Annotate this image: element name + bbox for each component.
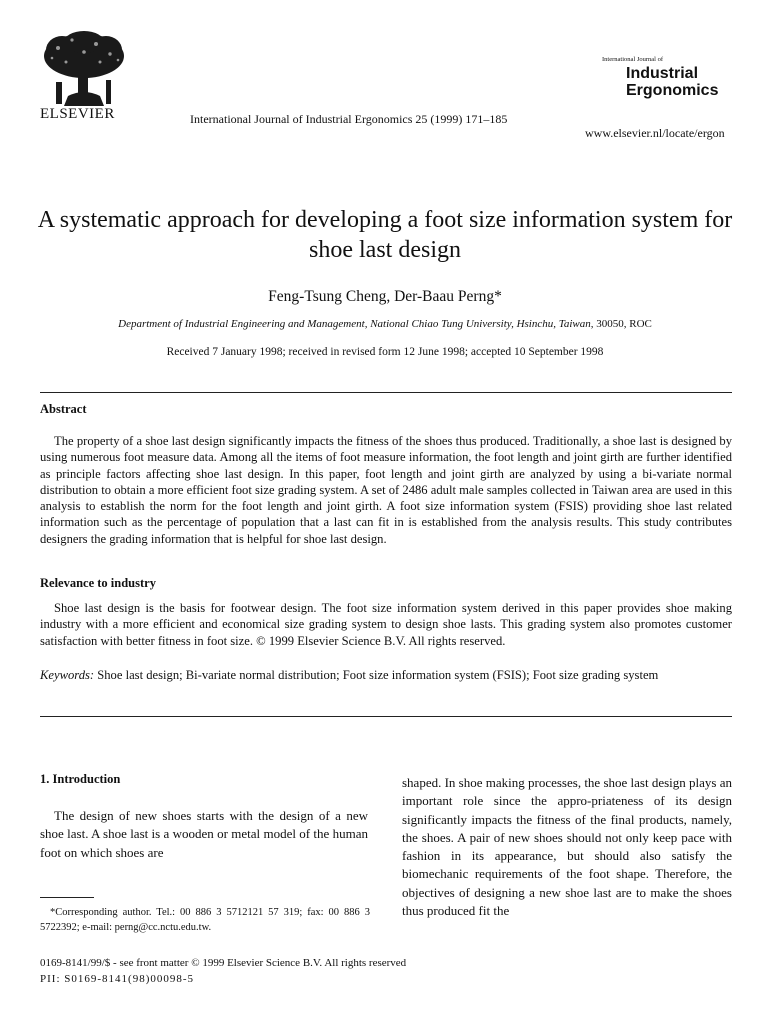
- author-affiliation: [30, 318, 740, 330]
- footnote-rule: [40, 897, 94, 898]
- keywords-label: Keywords:: [40, 668, 95, 682]
- section-heading-introduction: 1. Introduction: [40, 772, 121, 786]
- journal-title-line1: Industrial: [626, 65, 699, 82]
- top-divider: [40, 392, 732, 393]
- publisher-name: ELSEVIER: [40, 106, 115, 122]
- intro-left-column: The design of new shoes starts with the design of a new shoe last. A shoe last is a wooden or metal model of the human foot on which shoes are: [40, 808, 368, 860]
- elsevier-tree-logo: [38, 30, 130, 108]
- keywords-text: Shoe last design; Bi-variate normal distribution; Foot size information system (FSIS); Foot size grading system: [94, 668, 659, 682]
- relevance-body: Shoe last design is the basis for footwear design. The foot size information system derived in this paper provides shoe making industry with a more efficient and economical size grading system to design shoe lasts. This grading system also promotes customer satisfaction with better fitness in foot size. © 1999 Elsevier Science B.V. All rights reserved.: [40, 601, 732, 648]
- keywords: [40, 667, 732, 683]
- relevance-heading: Relevance to industry: [40, 576, 156, 590]
- pii-line: PII: S0169-8141(98)00098-5: [40, 973, 195, 985]
- journal-title-line2: Ergonomics: [626, 82, 719, 99]
- bottom-divider: [40, 716, 732, 717]
- front-matter-line: 0169-8141/99/$ - see front matter © 1999 Elsevier Science B.V. All rights reserved: [40, 957, 407, 969]
- journal-reference: International Journal of Industrial Ergonomics 25 (1999) 171–185: [190, 112, 508, 126]
- journal-url-link[interactable]: www.elsevier.nl/locate/ergon: [585, 126, 725, 140]
- journal-title-prefix: International Journal of: [602, 56, 664, 63]
- corresponding-author-footnote: *Corresponding author. Tel.: 00 886 3 5712121 57 319; fax: 00 886 3 5722392; e-mail: perng@cc.nctu.edu.tw.: [40, 907, 370, 933]
- affiliation-postcode: 30050, ROC: [593, 318, 652, 330]
- author-list: Feng-Tsung Cheng, Der-Baau Perng*: [268, 288, 502, 305]
- abstract-heading: Abstract: [40, 402, 87, 416]
- journal-title: [626, 65, 718, 99]
- article-title: A systematic approach for developing a foot size information system for shoe last design: [37, 207, 733, 263]
- affiliation-institution: Department of Industrial Engineering and Management, National Chiao Tung University, Hsinchu, Taiwan,: [118, 318, 594, 330]
- intro-right-column: shaped. In shoe making processes, the shoe last design plays an important role since the appro-priateness of its design significantly impacts the fitness of the final products, namely, the shoes. A pair of new shoes should not only keep pace with fashion in its appearance, but should also satisfy the biomechanic requirements of the foot shape. Therefore, the objectives of designing a new shoe last are to make the shoes thus produced fit the: [402, 775, 732, 919]
- abstract-body: The property of a shoe last design significantly impacts the fitness of the shoes thus produced. Traditionally, a shoe last is designed by using numerous foot measure data. Among all the items of foot measure information, the foot length and joint girth are further identified as principle factors affecting shoe last design. In this paper, foot length and joint girth are analyzed by using a bi-variate normal distribution to obtain a more efficient foot size grading system. A set of 2486 adult male samples collected in Taiwan area are used in this analysis to establish the norm for the foot length and joint girth. A foot size information system (FSIS) providing shoe last related information such as the percentage of population that a last can fit in is established from the analysis results. This study contributes designers the grading information that is helpful for shoe last design.: [40, 434, 732, 546]
- received-dates: Received 7 January 1998; received in revised form 12 June 1998; accepted 10 September 1998: [166, 346, 604, 358]
